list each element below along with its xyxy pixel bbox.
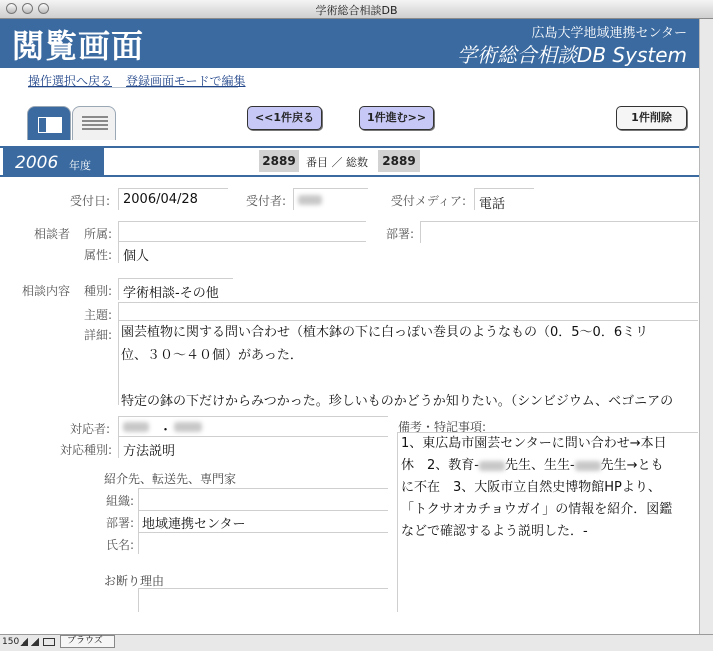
attribute-label: 属性: — [83, 248, 112, 262]
response-type-value: 方法説明 — [123, 444, 176, 459]
zoom-level[interactable]: 150 — [2, 637, 20, 647]
current-record-number: 2889 — [259, 150, 299, 172]
vertical-scrollbar[interactable] — [699, 19, 713, 634]
link-divider — [28, 87, 238, 88]
details-line: 園芸植物に関する問い合わせ（植木鉢の下に白っぽい巻貝のようなもの（0．5～0．6ミリ — [121, 325, 649, 340]
subject-label: 主題: — [83, 308, 112, 322]
referral-name-label: 氏名: — [105, 538, 134, 552]
remarks-line: 「トクサオカチョウガイ」の情報を紹介．図鑑 — [401, 502, 673, 517]
consultant-section-label: 相談者 — [33, 227, 70, 241]
receiver-redacted — [298, 195, 322, 205]
response-type-field[interactable] — [118, 436, 388, 458]
refusal-reason-heading: お断り理由 — [104, 574, 165, 588]
content-section-label: 相談内容 — [21, 284, 70, 298]
responder-redacted — [174, 422, 202, 432]
responder-separator: ・ — [159, 423, 173, 438]
details-line: 特定の鉢の下だけからみつかった。珍しいものかどうか知りたい。（シンビジウム、ベゴニアの — [121, 394, 674, 409]
details-label: 詳細: — [83, 328, 112, 342]
referral-org-field[interactable] — [138, 488, 388, 510]
responder-redacted — [123, 422, 149, 432]
referral-department-label: 部署: — [105, 516, 134, 530]
record-counter-label: 番目 ／ 総数 — [306, 156, 368, 169]
remarks-line: などで確認するよう説明した．- — [401, 524, 588, 539]
list-view-icon — [82, 116, 108, 130]
department-field[interactable] — [420, 221, 698, 243]
delete-record-button[interactable]: 1件削除 — [616, 106, 687, 130]
total-record-count: 2889 — [378, 150, 420, 172]
fiscal-year: 2006 — [15, 153, 59, 173]
organization-name: 広島大学地域連携センター — [531, 26, 687, 41]
received-date-label: 受付日: — [69, 194, 110, 208]
fiscal-year-badge — [3, 148, 104, 176]
tab-list-view[interactable] — [72, 106, 116, 140]
status-bar — [0, 634, 713, 651]
details-field[interactable] — [118, 320, 698, 409]
page-title: 閲覧画面 — [12, 27, 145, 65]
content-type-field[interactable] — [118, 278, 233, 300]
zoom-in-icon[interactable] — [31, 638, 39, 646]
media-label: 受付メディア: — [390, 194, 466, 208]
referral-name-field[interactable] — [138, 532, 388, 554]
media-value: 電話 — [479, 197, 506, 212]
responder-field[interactable] — [118, 416, 388, 436]
window-title-bar — [0, 0, 713, 19]
mode-indicator[interactable]: ブラウズ — [60, 635, 115, 648]
details-line: 位、３０～４０個）があった． — [121, 348, 303, 363]
back-to-operations-link[interactable]: 操作選択へ戻る — [28, 74, 113, 88]
fiscal-year-suffix: 年度 — [69, 159, 91, 172]
header-banner — [0, 19, 699, 68]
receiver-label: 受付者: — [245, 194, 286, 208]
department-label: 部署: — [385, 227, 414, 241]
content-type-value: 学術相談-その他 — [123, 286, 219, 301]
referral-heading: 紹介先、転送先、専門家 — [104, 472, 237, 486]
receiver-field[interactable] — [293, 188, 368, 210]
content-type-label: 種別: — [83, 284, 112, 298]
referral-department-value: 地域連携センター — [142, 517, 246, 532]
remarks-redacted — [575, 461, 601, 471]
zoom-out-icon[interactable] — [20, 638, 28, 646]
next-record-button[interactable]: 1件進む>> — [359, 106, 434, 130]
remarks-label: 備考・特記事項: — [398, 420, 487, 434]
form-view-icon — [38, 117, 62, 133]
previous-record-button[interactable]: <<1件戻る — [247, 106, 322, 130]
window-title: 学術総合相談DB — [315, 4, 398, 17]
subject-field[interactable] — [118, 302, 698, 322]
remarks-redacted — [479, 461, 505, 471]
response-type-label: 対応種別: — [59, 443, 112, 457]
tab-form-view[interactable] — [27, 106, 71, 140]
attribute-value: 個人 — [123, 249, 150, 264]
received-date-field[interactable] — [118, 188, 228, 210]
responder-label: 対応者: — [69, 422, 110, 436]
media-field[interactable] — [474, 188, 534, 210]
status-toggle-icon[interactable] — [43, 638, 55, 646]
remarks-field[interactable] — [397, 432, 698, 612]
remarks-line: 1、東広島市園芸センターに問い合わせ→本日 — [401, 436, 667, 451]
received-date-value: 2006/04/28 — [123, 192, 198, 207]
system-name: 学術総合相談DB System — [456, 43, 687, 67]
refusal-reason-field[interactable] — [138, 588, 388, 612]
remarks-text — [401, 433, 672, 543]
referral-department-field[interactable] — [138, 510, 388, 532]
affiliation-field[interactable] — [118, 221, 366, 243]
edit-mode-link[interactable]: 登録画面モードで編集 — [126, 74, 246, 88]
referral-org-label: 組織: — [105, 494, 134, 508]
remarks-line: 休 2、教育- 先生、生生- 先生→とも — [401, 458, 664, 473]
details-text — [121, 321, 673, 413]
remarks-line: に不在 3、大阪市立自然史博物館HPより、 — [401, 480, 661, 495]
affiliation-label: 所属: — [83, 227, 112, 241]
details-line — [121, 367, 673, 390]
attribute-field[interactable] — [118, 241, 366, 263]
